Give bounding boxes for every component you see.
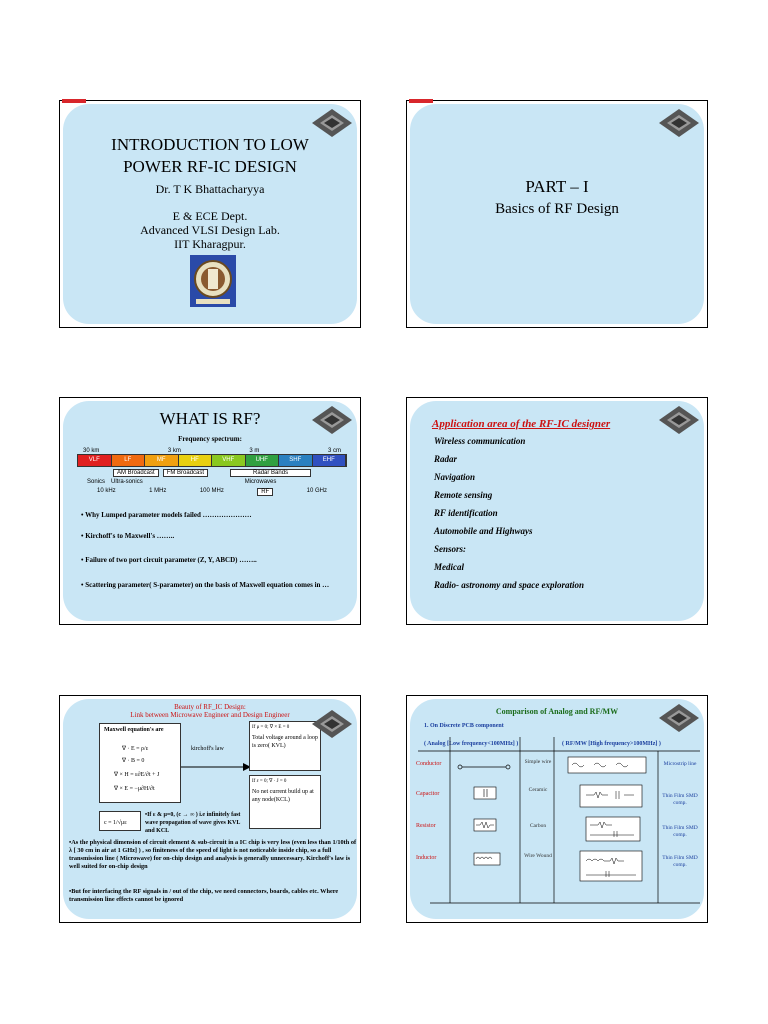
maxwell-box	[99, 723, 181, 803]
chip-icon	[310, 706, 354, 742]
am-broadcast: AM Broadcast	[113, 469, 159, 477]
rf-label: RF	[257, 488, 273, 496]
application-item: RF identification	[434, 508, 498, 518]
maxwell-title: Maxwell equation's are	[104, 727, 164, 733]
slide-what-is-rf	[59, 397, 361, 625]
application-item: Medical	[434, 562, 464, 572]
chip-icon	[657, 700, 701, 736]
comparison-title: Comparison of Analog and RF/MW	[495, 707, 619, 716]
wavelength-label: 30 km	[83, 448, 100, 454]
bullet-item: • Why Lumped parameter models failed …………………	[81, 511, 252, 519]
application-item: Sensors:	[434, 544, 467, 554]
beauty-heading-line2: Link between Microwave Engineer and Design Engineer	[130, 711, 290, 719]
application-item: Radio- astronomy and space exploration	[434, 580, 585, 590]
freq-label: 10 kHz	[97, 488, 116, 494]
band-hf: HF	[179, 455, 213, 466]
beauty-heading-line1: Beauty of RF_IC Design:	[174, 703, 246, 711]
bullet-item: • Kirchoff's to Maxwell's ……..	[81, 532, 175, 540]
wavelength-label: 3 m	[249, 448, 260, 454]
frequency-labels	[77, 488, 347, 496]
arrow-icon	[181, 757, 251, 777]
iit-logo-icon	[190, 255, 236, 307]
bullet-item: • Scattering parameter( S-parameter) on the basis of Maxwell equation comes in …	[81, 581, 330, 589]
band-row	[77, 454, 347, 467]
speed-formula-box	[99, 811, 141, 831]
chip-icon	[310, 402, 354, 438]
body-paragraph: •As the physical dimension of circuit element & sub-circuit in a IC chip is very less (even less than 1/10th of λ [ 30 cm in air at 1 GHz] ) , so finiteness of the speed of light is not noticeable inside chip, so a full transmission line ( Microwave) for on-chip design and analysis is generally unnecessary. Kirchoff's law is well suited for on-chip design	[69, 839, 357, 870]
freq-label: 1 MHz	[149, 488, 167, 494]
ultrasonics-label: Ultra-sonics	[111, 479, 143, 485]
slide-part1	[406, 100, 708, 328]
band-shf: SHF	[279, 455, 313, 466]
svg-text:∇ × E = −μ∂H/∂t: ∇ × E = −μ∂H/∂t	[114, 786, 155, 792]
analog-capacitor: Ceramic	[528, 787, 548, 793]
rf-conductor: Microstrip line	[663, 761, 697, 767]
kcl-formula-icon: If ε = 0; ∇ · J = 0	[252, 779, 287, 784]
rf-capacitor: Thin Film SMD comp.	[662, 793, 698, 806]
bullet-item: • Failure of two port circuit parameter (Z, Y, ABCD) ……..	[81, 556, 257, 564]
analog-inductor: Wire Wound	[524, 853, 552, 859]
band-ehf: EHF	[313, 455, 347, 466]
red-tab	[409, 99, 433, 103]
analog-column-header: ( Analog [Low frequency<100MHz] )	[424, 741, 519, 747]
applications-title: Application area of the RF-IC designer	[432, 418, 611, 430]
speed-formula	[100, 812, 140, 830]
chip-icon	[310, 105, 354, 141]
slide-comparison	[406, 695, 708, 923]
freq-label: 100 MHz	[199, 488, 224, 494]
band-vhf: VHF	[212, 455, 246, 466]
red-tab	[62, 99, 86, 103]
slide-beauty-rfic	[59, 695, 361, 923]
kvl-formula-icon: If μ = 0; ∇ × E = 0	[252, 725, 290, 730]
comparison-section: 1. On Discrete PCB component	[424, 723, 504, 729]
row-conductor: Conductor	[416, 761, 442, 767]
application-item: Wireless communication	[434, 436, 526, 446]
kvl-text: Total voltage around a loop is zero( KVL)	[252, 735, 318, 749]
fm-broadcast: FM Broadcast	[163, 469, 208, 477]
wavelength-label: 3 km	[167, 448, 181, 454]
row-capacitor: Capacitor	[416, 791, 440, 797]
row-resistor: Resistor	[416, 823, 436, 829]
author: Dr. T K Bhattacharyya	[155, 182, 265, 196]
svg-text:∇ × H = ε∂E/∂t + J: ∇ × H = ε∂E/∂t + J	[114, 772, 160, 778]
band-vlf: VLF	[78, 455, 112, 466]
broadcast-row	[77, 469, 347, 477]
radar-bands: Radar Bands	[230, 469, 311, 477]
microwaves-label: Microwaves	[244, 479, 277, 485]
maxwell-equations	[100, 736, 180, 800]
application-item: Radar	[434, 454, 458, 464]
chip-icon	[657, 105, 701, 141]
rf-resistor: Thin Film SMD comp.	[662, 825, 698, 838]
kirchoff-label: kirchoff's law	[191, 746, 224, 752]
rf-column-header: ( RF/MW [High frequency>100MHz] )	[562, 741, 661, 747]
application-item: Navigation	[434, 472, 476, 482]
row-inductor: Inductor	[416, 855, 437, 861]
svg-text:∇ · B = 0: ∇ · B = 0	[122, 758, 145, 764]
band-lf: LF	[112, 455, 146, 466]
body-paragraph: •But for interfacing the RF signals in / out of the chip, we need connectors, boards, cables etc. Where transmission line effects cannot be ignored	[69, 888, 339, 903]
application-item: Automobile and Highways	[434, 526, 533, 536]
part-subtitle: Basics of RF Design	[495, 201, 619, 217]
rf-inductor: Thin Film SMD comp.	[662, 855, 698, 868]
wavelength-label: 3 cm	[327, 448, 341, 454]
analog-resistor: Carbon	[529, 823, 547, 829]
intro-title-line1: INTRODUCTION TO LOW	[111, 135, 309, 154]
sonics-label: Sonics	[87, 479, 106, 485]
department: E & ECE Dept.	[172, 209, 248, 223]
slide-intro	[59, 100, 361, 328]
spectrum-caption: Frequency spectrum:	[178, 435, 242, 443]
band-uhf: UHF	[246, 455, 280, 466]
comparison-grid	[410, 737, 704, 909]
band-mf: MF	[145, 455, 179, 466]
freq-label: 10 GHz	[306, 488, 327, 494]
intro-title-line2: POWER RF-IC DESIGN	[123, 157, 297, 176]
kcl-box	[249, 775, 321, 829]
application-item: Remote sensing	[434, 490, 493, 500]
sonics-row	[77, 479, 347, 485]
rf-title: WHAT IS RF?	[159, 409, 261, 428]
institute: IIT Kharagpur.	[174, 237, 246, 251]
frequency-spectrum	[77, 448, 347, 496]
kcl-text: No net current build up at any node(KCL)	[252, 789, 314, 803]
analog-conductor: Simple wire	[524, 759, 552, 765]
svg-text:∇ · E = ρ/ε: ∇ · E = ρ/ε	[122, 746, 149, 752]
chip-icon	[657, 402, 701, 438]
lab-name: Advanced VLSI Design Lab.	[140, 223, 280, 237]
part-heading: PART – I	[525, 177, 589, 196]
infinite-speed-text: •If ε & μ=0, (c → ∞ ) i.e infinitely fast wave propagation of wave gives KVL and KCL	[145, 812, 241, 834]
slide-applications	[406, 397, 708, 625]
svg-text:c = 1/√με: c = 1/√με	[104, 820, 127, 826]
